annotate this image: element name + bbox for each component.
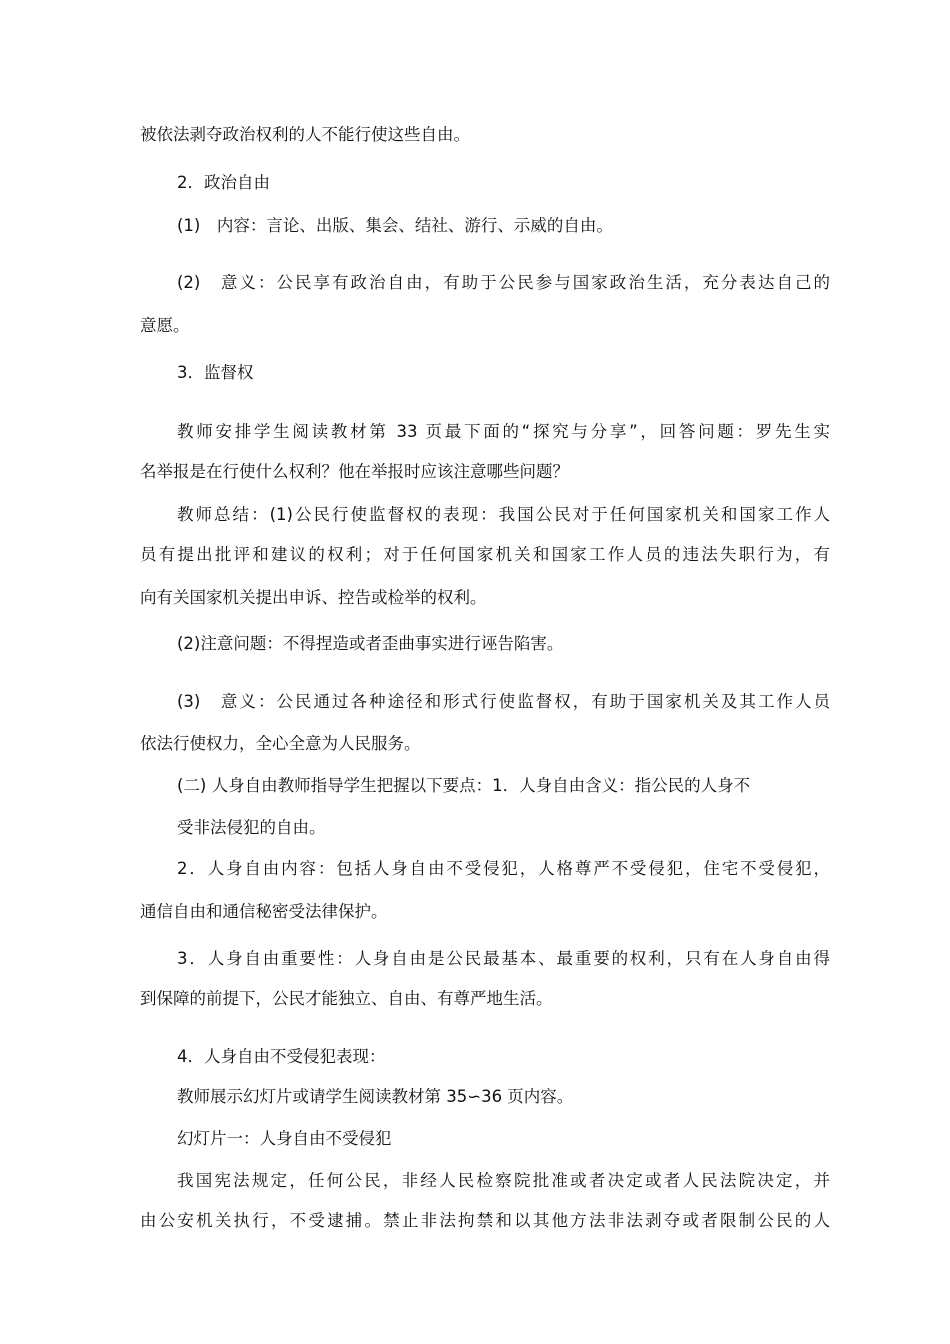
text-line: 依法行使权力，全心全意为人民服务。 [140,734,421,753]
text-line: 员有提出批评和建议的权利；对于任何国家机关和国家工作人员的违法失职行为，有 [140,545,830,564]
text-line: 教师总结：(1)公民行使监督权的表现：我国公民对于任何国家机关和国家工作人 [177,505,830,524]
text-line: (1) 内容：言论、出版、集会、结社、游行、示威的自由。 [177,216,613,235]
text-line: 2．人身自由内容：包括人身自由不受侵犯，人格尊严不受侵犯，住宅不受侵犯， [177,859,830,878]
text-line: 到保障的前提下，公民才能独立、自由、有尊严地生活。 [140,989,553,1008]
text-line: 教师安排学生阅读教材第 33 页最下面的“探究与分享”，回答问题：罗先生实 [177,422,830,441]
text-line: 3．人身自由重要性：人身自由是公民最基本、最重要的权利，只有在人身自由得 [177,949,830,968]
text-line: (3) 意义：公民通过各种途径和形式行使监督权，有助于国家机关及其工作人员 [177,692,830,711]
section-heading: 2．政治自由 [177,173,270,192]
text-line: 我国宪法规定，任何公民，非经人民检察院批准或者决定或者人民法院决定，并 [177,1171,830,1190]
text-line: 由公安机关执行，不受逮捕。禁止非法拘禁和以其他方法非法剥夺或者限制公民的人 [140,1211,830,1230]
text-line: 向有关国家机关提出申诉、控告或检举的权利。 [140,588,487,607]
text-line: (2) 意义：公民享有政治自由，有助于公民参与国家政治生活，充分表达自己的 [177,273,830,292]
text-line: 受非法侵犯的自由。 [177,818,326,837]
text-line: 教师展示幻灯片或请学生阅读教材第 35∽36 页内容。 [177,1087,574,1106]
text-line: (二) 人身自由教师指导学生把握以下要点：1．人身自由含义：指公民的人身不 [177,776,751,795]
text-line: 意愿。 [140,316,190,335]
text-line: 被依法剥夺政治权利的人不能行使这些自由。 [140,125,470,144]
text-line: 通信自由和通信秘密受法律保护。 [140,902,388,921]
section-heading: 3．监督权 [177,363,254,382]
text-line: 幻灯片一：人身自由不受侵犯 [177,1129,392,1148]
text-line: 名举报是在行使什么权利？他在举报时应该注意哪些问题？ [140,462,569,481]
section-heading: 4．人身自由不受侵犯表现： [177,1047,386,1066]
text-line: (2)注意问题：不得捏造或者歪曲事实进行诬告陷害。 [177,634,564,653]
